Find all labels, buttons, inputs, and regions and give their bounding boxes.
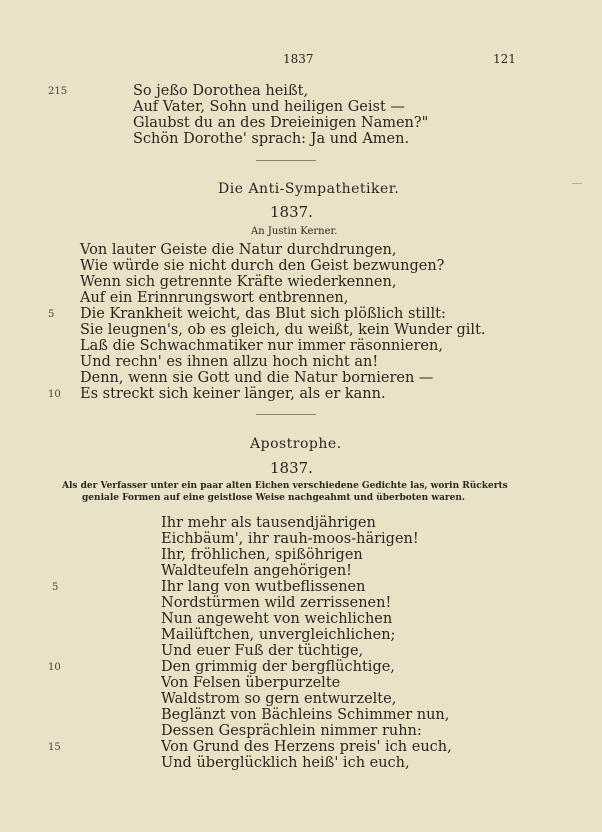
poem-line: Waldteufeln angehörigen! — [161, 563, 352, 579]
poem-line: Die Krankheit weicht, das Blut sich plößlich stillt: — [80, 306, 446, 322]
poem-line: Von lauter Geiste die Natur durchdrungen, — [80, 242, 397, 258]
section-divider — [256, 414, 316, 415]
poem-line: Denn, wenn sie Gott und die Natur bornieren — — [80, 370, 434, 386]
poem-line: Wie würde sie nicht durch den Geist bezwungen? — [80, 258, 445, 274]
poem-line: Waldstrom so gern entwurzelte, — [161, 691, 397, 707]
poem-line: Sie leugnen's, ob es gleich, du weißt, kein Wunder gilt. — [80, 322, 486, 338]
poem-line: Beglänzt von Bächleins Schimmer nun, — [161, 707, 450, 723]
poem-line: Eichbäum', ihr rauh-moos-härigen! — [161, 531, 419, 547]
poem-line: Und rechn' es ihnen allzu hoch nicht an! — [80, 354, 379, 370]
poem-line: Und euer Fuß der tüchtige, — [161, 643, 364, 659]
poem-line: Von Grund des Herzens preis' ich euch, — [161, 739, 452, 755]
poem-note-line: Als der Verfasser unter ein paar alten Eichen verschiedene Gedichte las, worin Rückerts — [62, 481, 508, 491]
poem-line: Nordstürmen wild zerrissenen! — [161, 595, 392, 611]
poem-line: Ihr mehr als tausendjährigen — [161, 515, 376, 531]
poem-line: So jeßo Dorothea heißt, — [133, 83, 309, 99]
poem-line: Und überglücklich heiß' ich euch, — [161, 755, 410, 771]
poem-year: 1837. — [270, 459, 313, 477]
line-number: 215 — [48, 86, 68, 97]
poem-note-line: geniale Formen auf eine geistlose Weise nachgeahmt und überboten waren. — [82, 493, 466, 503]
line-number: 5 — [48, 309, 55, 320]
poem-line: Schön Dorothe' sprach: Ja und Amen. — [133, 131, 410, 147]
line-number: 10 — [48, 389, 61, 400]
poem-line: Von Felsen überpurzelte — [161, 675, 341, 691]
line-number: 15 — [48, 742, 61, 753]
poem-line: Den grimmig der bergflüchtige, — [161, 659, 395, 675]
running-head-year: 1837 — [283, 52, 314, 66]
poem-dedication: An Justin Kerner. — [251, 226, 338, 237]
section-divider — [256, 160, 316, 161]
poem-title: Apostrophe. — [250, 436, 342, 452]
poem-line: Es streckt sich keiner länger, als er kann. — [80, 386, 386, 402]
poem-line: Glaubst du an des Dreieinigen Namen?" — [133, 115, 429, 131]
poem-line: Auf ein Erinnrungswort entbrennen, — [80, 290, 349, 306]
line-number: 10 — [48, 662, 61, 673]
page-number: 121 — [493, 52, 516, 66]
poem-title: Die Anti-Sympathetiker. — [218, 181, 400, 197]
poem-line: Wenn sich getrennte Kräfte wiederkennen, — [80, 274, 397, 290]
poem-line: Ihr lang von wutbeflissenen — [161, 579, 366, 595]
poem-line: Laß die Schwachmatiker nur immer räsonnieren, — [80, 338, 443, 354]
poem-year: 1837. — [270, 203, 313, 221]
margin-mark — [572, 183, 582, 184]
poem-line: Ihr, fröhlichen, spißöhrigen — [161, 547, 363, 563]
poem-line: Auf Vater, Sohn und heiligen Geist — — [133, 99, 405, 115]
poem-line: Mailüftchen, unvergleichlichen; — [161, 627, 396, 643]
poem-line: Dessen Gesprächlein nimmer ruhn: — [161, 723, 422, 739]
line-number: 5 — [52, 582, 59, 593]
poem-line: Nun angeweht von weichlichen — [161, 611, 393, 627]
